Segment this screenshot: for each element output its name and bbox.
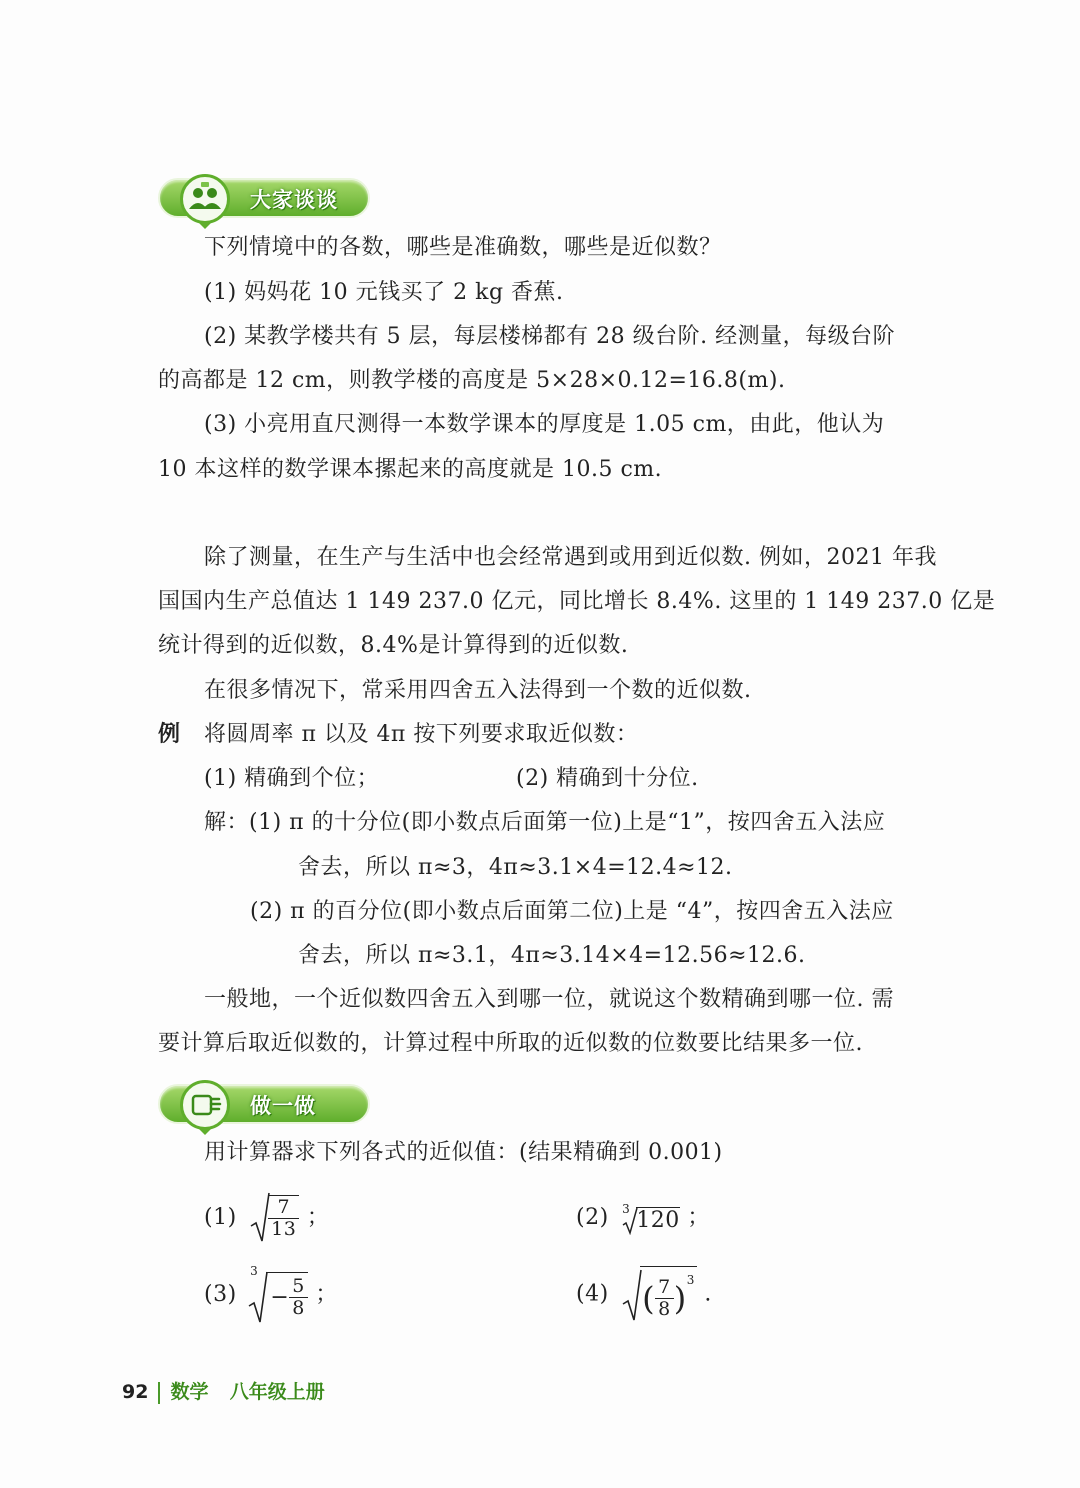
example-tag: 例 [158,722,181,747]
page-number: 92 [122,1381,149,1403]
footer-grade: 八年级上册 [229,1382,325,1403]
paragraph-line: 在很多情况下，常采用四舍五入法得到一个数的近似数. [204,678,752,703]
discuss-item: (1) 妈妈花 10 元钱买了 2 kg 香蕉. [204,280,564,305]
example-req: (2) 精确到十分位. [516,766,699,791]
discuss-item: 10 本这样的数学课本摞起来的高度就是 10.5 cm. [158,457,663,482]
cube-root-expression: $^3$ 120 [622,1202,680,1234]
paragraph-line: 统计得到的近似数，8.4%是计算得到的近似数. [158,633,629,658]
footer-subject: 数学 [170,1382,209,1403]
example-text: 将圆周率 π 以及 4π 按下列要求取近似数： [204,722,639,747]
doit-badge [158,1084,370,1126]
hand-icon [180,1080,230,1130]
cube-root-expression: $^3$− $\frac{5}{8}$ [250,1266,308,1324]
people-icon [180,174,230,224]
solution-line: 舍去，所以 π≈3，4π≈3.1×4=12.4≈12. [298,855,733,880]
discuss-item: 的高都是 12 cm，则教学楼的高度是 5×28×0.12=16.8(m). [158,368,786,393]
solution-line: 舍去，所以 π≈3.1，4π≈3.14×4=12.56≈12.6. [298,943,806,968]
sqrt-expression: $\frac{7}{13}$ [250,1192,299,1244]
page-footer [122,1377,325,1404]
discuss-badge [158,178,370,220]
solution-line: (2) π 的百分位(即小数点后面第二位)上是 “4”，按四舍五入法应 [250,899,894,924]
footer-divider [158,1382,160,1404]
exercise-2: (2) $^3$ 120 ； [576,1200,710,1236]
doit-label: 做一做 [250,1094,316,1118]
paragraph-line: 除了测量，在生产与生活中也会经常遇到或用到近似数. 例如，2021 年我 [204,545,937,570]
doit-intro: 用计算器求下列各式的近似值：(结果精确到 0.001) [204,1140,723,1165]
exercise-4: (4) ( $\frac{7}{8}$ )$^3$ . [576,1266,712,1324]
sqrt-expression: ( $\frac{7}{8}$ )$^3$ [622,1266,697,1323]
solution-line: 解：(1) π 的十分位(即小数点后面第一位)上是“1”，按四舍五入法应 [204,810,886,835]
paragraph-line: 要计算后取近似数的，计算过程中所取的近似数的位数要比结果多一位. [158,1031,863,1056]
discuss-item: (2) 某教学楼共有 5 层，每层楼梯都有 28 级台阶. 经测量，每级台阶 [204,324,896,349]
paragraph-line: 国国内生产总值达 1 149 237.0 亿元，同比增长 8.4%. 这里的 1 149 237.0 亿是 [158,589,996,614]
exercise-1: (1) $\frac{7}{13}$ ； [204,1192,329,1242]
discuss-label: 大家谈谈 [250,188,338,212]
paragraph-line: 一般地，一个近似数四舍五入到哪一位，就说这个数精确到哪一位. 需 [204,987,894,1012]
example-req: (1) 精确到个位； [204,766,380,791]
discuss-item: (3) 小亮用直尺测得一本数学课本的厚度是 1.05 cm，由此，他认为 [204,412,885,437]
exercise-3: (3) $^3$− $\frac{5}{8}$ ； [204,1266,338,1324]
discuss-intro: 下列情境中的各数，哪些是准确数，哪些是近似数？ [204,235,722,260]
